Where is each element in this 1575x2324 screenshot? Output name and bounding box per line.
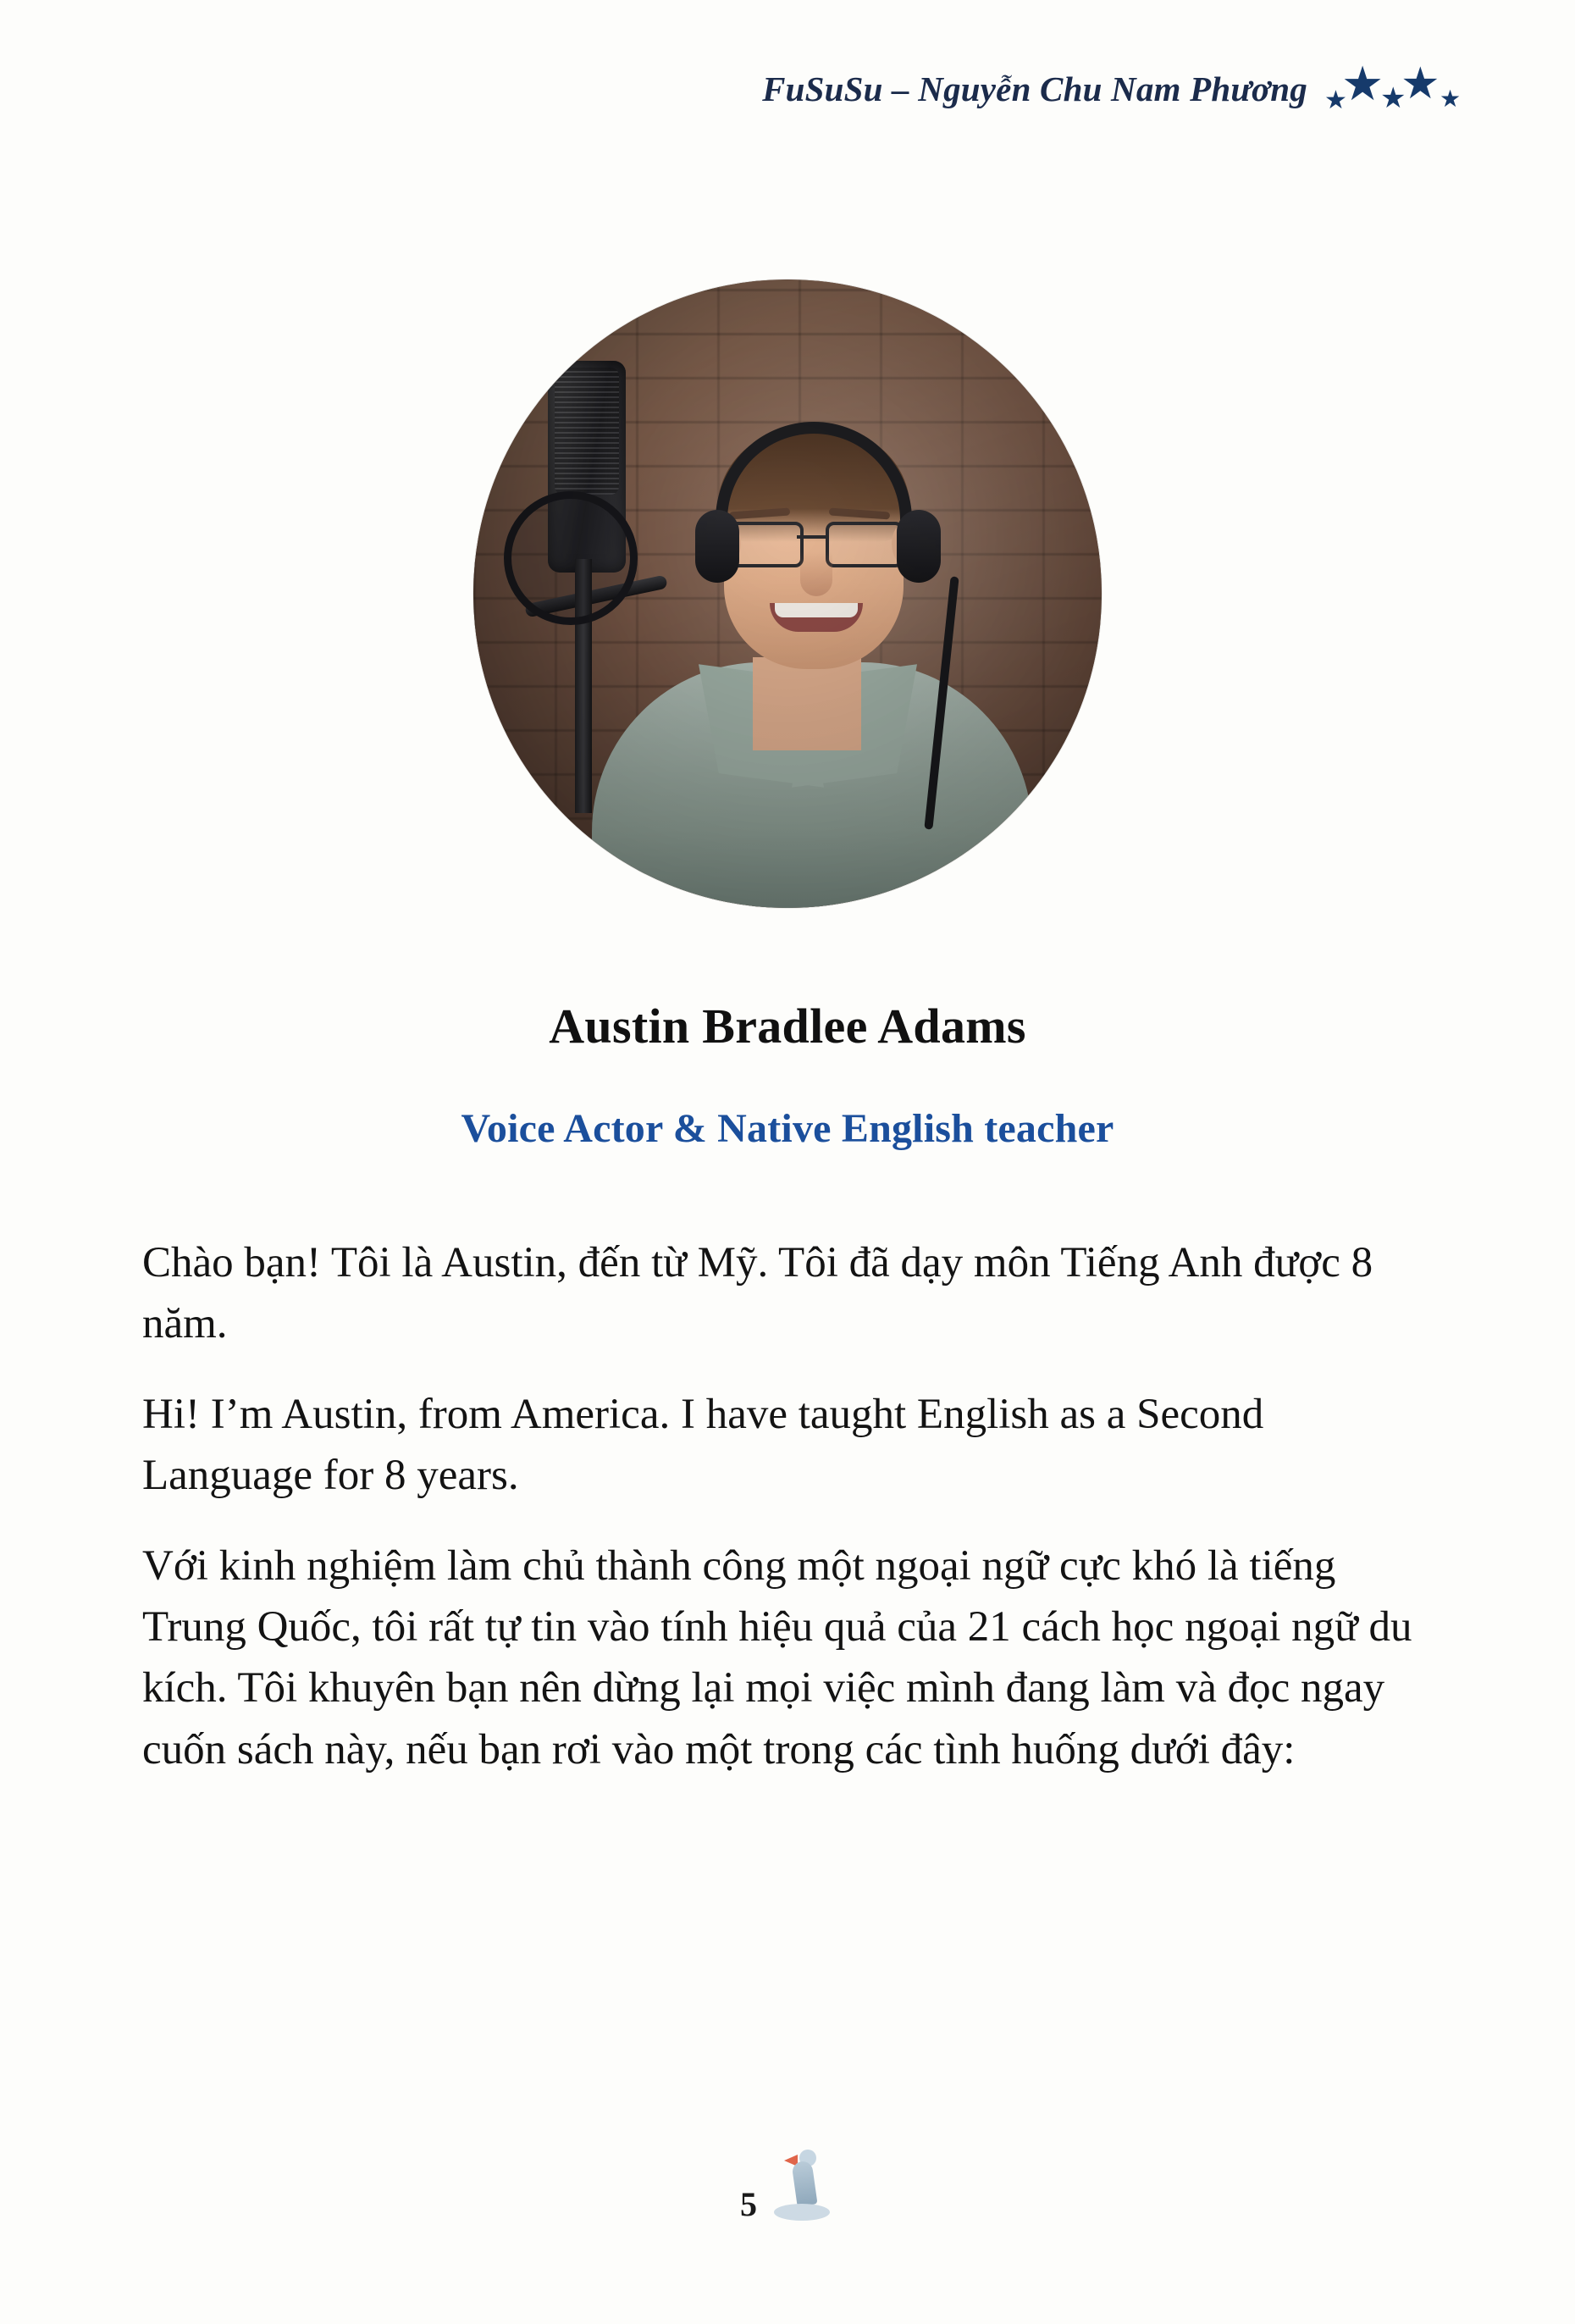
author-portrait: [473, 279, 1102, 908]
paragraph: Với kinh nghiệm làm chủ thành công một ngoại ngữ cực khó là tiếng Trung Quốc, tôi rất tự tin vào tính hiệu quả của 21 cách học ngoại ngữ du kích. Tôi khuyên bạn nên dừng lại mọi việc mình đang làm và đọc ngay cuốn sách này, nếu bạn rơi vào một trong các tình huống dưới đây:: [142, 1541, 1412, 1773]
running-header: [762, 59, 1467, 119]
paragraph: Chào bạn! Tôi là Austin, đến từ Mỹ. Tôi đã dạy môn Tiếng Anh được 8 năm.: [142, 1239, 1373, 1348]
star-icon: ★: [1341, 58, 1384, 111]
photo-vignette: [473, 279, 1102, 908]
bird-base: [774, 2204, 830, 2221]
body-text: [142, 1232, 1429, 1809]
page-number: 5: [740, 2185, 757, 2223]
profile-name: Austin Bradlee Adams: [549, 999, 1026, 1054]
star-icon: ★: [1401, 60, 1440, 108]
portrait-container: [0, 279, 1575, 908]
star-icon: ★: [1324, 86, 1347, 114]
star-decoration: [1323, 59, 1467, 119]
star-icon: ★: [1440, 86, 1462, 113]
bird-body: [791, 2161, 817, 2207]
paragraph: Hi! I’m Austin, from America. I have taught English as a Second Language for 8 years.: [142, 1390, 1264, 1500]
star-icon: ★: [1380, 83, 1406, 114]
page-footer: [0, 2146, 1575, 2224]
bird-ornament-icon: [769, 2146, 835, 2224]
profile-role: Voice Actor & Native English teacher: [461, 1106, 1114, 1151]
header-title: FuSuSu – Nguyễn Chu Nam Phương: [762, 69, 1307, 108]
